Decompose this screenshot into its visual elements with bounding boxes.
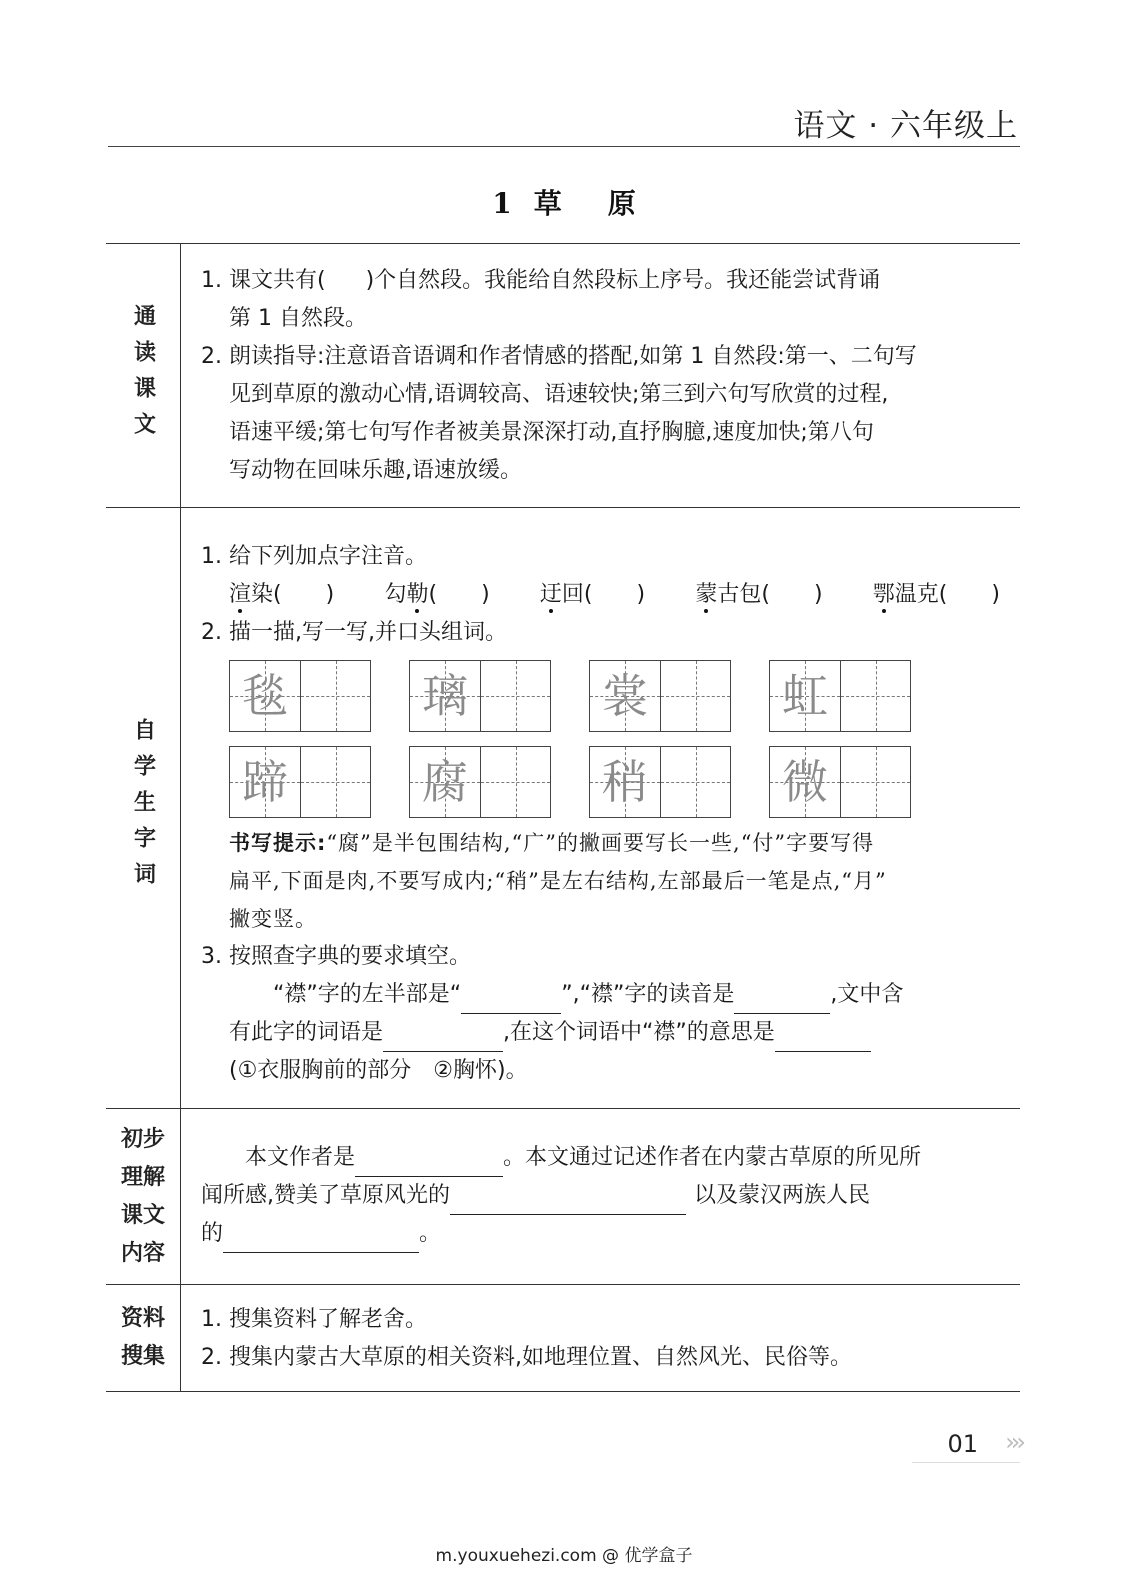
writing-grid-row-1 — [201, 660, 1000, 732]
answer-blank[interactable] — [223, 1222, 419, 1253]
header-rule — [108, 146, 1020, 147]
lesson-title-part1: 草 — [533, 187, 562, 220]
pinyin-words — [201, 576, 1000, 614]
answer-blank[interactable] — [355, 1146, 503, 1177]
writing-tip: 书写提示:“腐”是半包围结构,“广”的撇画要写长一些,“付”字要写得 扁平,下面是肉,不要写成内;“稍”是左右结构,左部最后一笔是点,“月” 撇变竖。 — [229, 831, 887, 931]
page-rule — [912, 1462, 1020, 1463]
section-label — [106, 508, 181, 1108]
lesson-number: 1 — [492, 187, 512, 220]
question-3-body: “襟”字的左半部是“ ”,“襟”字的读音是 ,文中含 有此字的词语是 ,在这个词语中“襟”的意思是 (①衣服胸前的部分 ②胸怀)。 — [229, 982, 904, 1083]
page-number: 01 — [947, 1430, 978, 1458]
writing-grid[interactable]: 腐 — [409, 746, 551, 818]
question-2: 2. 描一描,写一写,并口头组词。 — [201, 620, 507, 645]
section-read-text — [106, 244, 1020, 508]
writing-grid[interactable]: 蹄 — [229, 746, 371, 818]
footer-watermark: m.youxuehezi.com @ 优学盒子 — [435, 1546, 693, 1566]
question-1: 1. 给下列加点字注音。 — [201, 544, 428, 569]
writing-grid[interactable]: 稍 — [589, 746, 731, 818]
pinyin-word[interactable]: 迂回( ) — [539, 582, 646, 607]
section-content: 本文作者是 。本文通过记述作者在内蒙古草原的所见所 闻所感,赞美了草原风光的 以及蒙汉两族人民 的 。 — [181, 1109, 1020, 1284]
section-collect-info — [106, 1285, 1020, 1392]
lesson-title — [0, 182, 1128, 222]
section-label-text: 自学生字词 — [130, 718, 156, 898]
section-label — [106, 244, 181, 507]
writing-grid[interactable]: 毯 — [229, 660, 371, 732]
section-self-study — [106, 508, 1020, 1109]
writing-grid-row-2 — [201, 746, 1000, 818]
writing-grid[interactable]: 微 — [769, 746, 911, 818]
answer-blank[interactable] — [775, 1021, 871, 1052]
section-understanding — [106, 1109, 1020, 1285]
answer-blank[interactable] — [450, 1184, 686, 1215]
section-content — [181, 508, 1020, 1108]
writing-grid[interactable]: 虹 — [769, 660, 911, 732]
section-content — [181, 1285, 1020, 1391]
list-item: 2. 搜集内蒙古大草原的相关资料,如地理位置、自然风光、民俗等。 — [201, 1345, 852, 1370]
list-item: 1. 课文共有( )个自然段。我能给自然段标上序号。我还能尝试背诵 第 1 自然段。 — [201, 268, 881, 331]
lesson-title-part2: 原 — [607, 187, 636, 220]
question-3: 3. 按照查字典的要求填空。 — [201, 944, 472, 969]
section-content — [181, 244, 1020, 507]
writing-grid[interactable]: 裳 — [589, 660, 731, 732]
section-label-text: 通读课文 — [130, 303, 156, 448]
pinyin-word[interactable]: 勾勒( ) — [384, 582, 490, 607]
worksheet-table — [106, 243, 1020, 1392]
pinyin-word[interactable]: 蒙古包( ) — [695, 582, 823, 607]
answer-blank[interactable] — [383, 1021, 503, 1052]
header-title: 语文 · 六年级上 — [793, 108, 1018, 144]
answer-blank[interactable] — [734, 983, 830, 1014]
list-item: 1. 搜集资料了解老舍。 — [201, 1307, 428, 1332]
section-label: 资料 搜集 — [106, 1285, 181, 1391]
answer-blank[interactable] — [461, 983, 561, 1014]
pinyin-word[interactable]: 鄂温克( ) — [872, 582, 1000, 607]
section-label: 初步 理解 课文 内容 — [106, 1109, 181, 1284]
writing-grid[interactable]: 璃 — [409, 660, 551, 732]
list-item: 2. 朗读指导:注意语音语调和作者情感的搭配,如第 1 自然段:第一、二句写 见到草原的激动心情,语调较高、语速较快;第三到六句写欣赏的过程, 语速平缓;第七句写作者被美景深深打动,直抒胸臆,速度加快;第八句 写动物在回味乐趣,语速放缓。 — [201, 344, 917, 483]
pinyin-word[interactable]: 渲染( ) — [229, 582, 335, 607]
page-arrows-icon: ››› — [1005, 1428, 1022, 1456]
